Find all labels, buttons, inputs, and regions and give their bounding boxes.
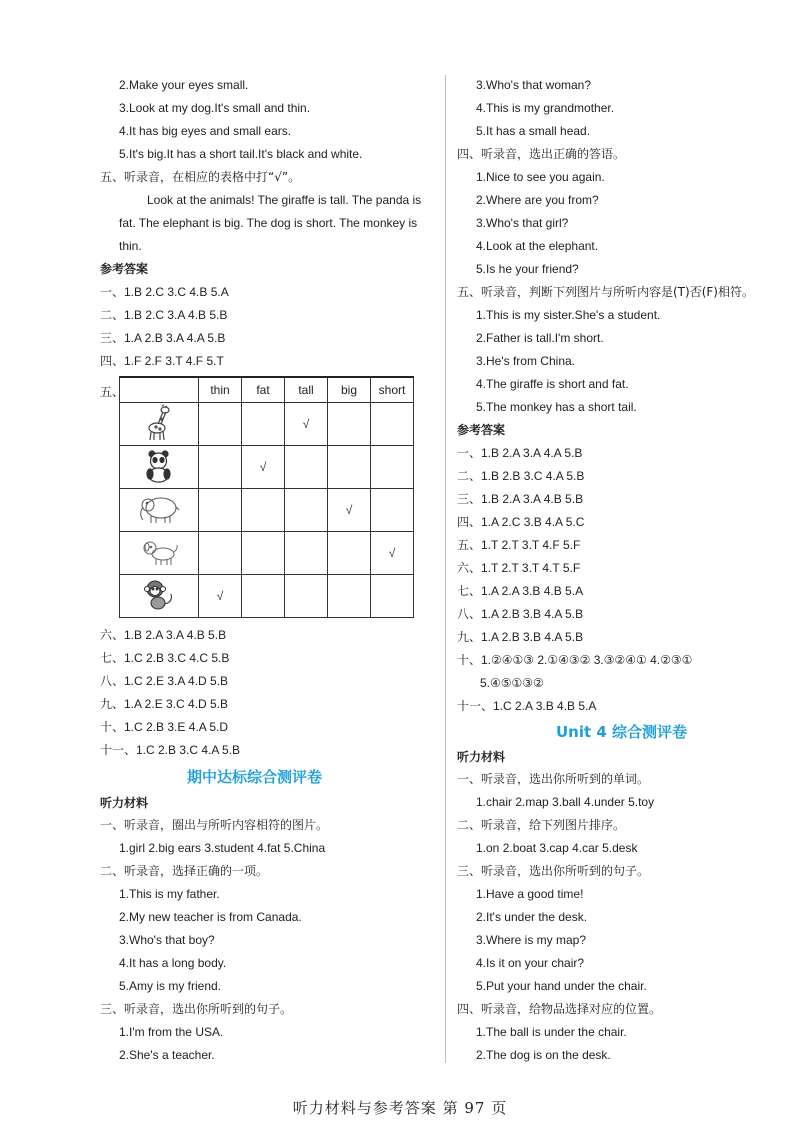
answer-row: 八、1.A 2.B 3.B 4.A 5.B [457, 607, 584, 621]
mark-cell [371, 489, 414, 532]
table-header: tall [285, 377, 328, 403]
left-line-4: 5.It's big.It has a short tail.It's black and white. [119, 147, 363, 161]
midterm-title: 期中达标综合测评卷 [187, 768, 323, 786]
mark-cell [328, 575, 371, 618]
page-footer: 听力材料与参考答案 第 97 页 [292, 1099, 508, 1117]
answer-row: 十、1.C 2.B 3.E 4.A 5.D [100, 720, 229, 734]
mark-cell [242, 575, 285, 618]
list-item: 4.It has a long body. [119, 956, 227, 970]
panda-picture [120, 446, 199, 489]
list-item: 3.Where is my map? [476, 933, 587, 947]
list-item: 3.He's from China. [476, 354, 575, 368]
answer-row: 5.④⑤①③② [480, 676, 544, 690]
question-heading: 三、听录音，选出你所听到的句子。 [100, 1002, 293, 1016]
listening-heading-left: 听力材料 [100, 796, 149, 810]
section5-title: 五、听录音，在相应的表格中打“√”。 [100, 170, 301, 184]
mark-cell [285, 446, 328, 489]
mark-cell [371, 446, 414, 489]
question-heading: 一、听录音，选出你所听到的单词。 [457, 772, 650, 786]
right-line-2: 4.This is my grandmother. [476, 101, 615, 115]
elephant-icon [137, 493, 181, 525]
right-line-1: 3.Who's that woman? [476, 78, 592, 92]
column-divider [445, 75, 446, 1063]
left-line-2: 3.Look at my dog.It's small and thin. [119, 101, 311, 115]
left-line-3: 4.It has big eyes and small ears. [119, 124, 292, 138]
table-row [120, 532, 414, 575]
list-item: 5.Is he your friend? [476, 262, 579, 276]
list-item: 5.The monkey has a short tail. [476, 400, 637, 414]
mark-cell [199, 403, 242, 446]
giraffe-picture [120, 403, 199, 446]
mark-cell [371, 575, 414, 618]
answer-row: 七、1.C 2.B 3.C 4.C 5.B [100, 651, 230, 665]
list-item: 4.The giraffe is short and fat. [476, 377, 629, 391]
list-item: 1.I'm from the USA. [119, 1025, 224, 1039]
list-item: 2.My new teacher is from Canada. [119, 910, 302, 924]
table-label: 五、 [100, 385, 125, 399]
giraffe-icon [144, 404, 174, 442]
mark-cell [199, 446, 242, 489]
animal-table [119, 376, 414, 618]
list-item: 4.Is it on your chair? [476, 956, 585, 970]
list-item: 3.Who's that girl? [476, 216, 569, 230]
listening-heading-right: 听力材料 [457, 750, 506, 764]
table-row [120, 446, 414, 489]
answer-row: 十、1.②④①③ 2.①④③② 3.③②④① 4.②③① [457, 653, 693, 667]
table-header: thin [199, 377, 242, 403]
list-item: 2.It's under the desk. [476, 910, 588, 924]
dog-picture [120, 532, 199, 575]
question-heading: 一、听录音，圈出与所听内容相符的图片。 [100, 818, 329, 832]
answer-row: 九、1.A 2.E 3.C 4.D 5.B [100, 697, 229, 711]
question-heading: 五、听录音，判断下列图片与所听内容是(T)否(F)相符。 [457, 285, 754, 299]
question-items: 1.on 2.boat 3.cap 4.car 5.desk [476, 841, 638, 855]
question-heading: 四、听录音，给物品选择对应的位置。 [457, 1002, 662, 1016]
question-heading: 二、听录音，选择正确的一项。 [100, 864, 269, 878]
mark-cell: √ [242, 446, 285, 489]
unit4-title: Unit 4 综合测评卷 [556, 723, 688, 741]
list-item: 5.Put your hand under the chair. [476, 979, 647, 993]
list-item: 2.Father is tall.I'm short. [476, 331, 604, 345]
table-row [120, 575, 414, 618]
passage-line-2: fat. The elephant is big. The dog is short. The monkey is [119, 216, 418, 230]
question-items: 1.girl 2.big ears 3.student 4.fat 5.China [119, 841, 326, 855]
table-row [120, 489, 414, 532]
list-item: 5.Amy is my friend. [119, 979, 222, 993]
mark-cell: √ [285, 403, 328, 446]
mark-cell [285, 489, 328, 532]
answer-row: 二、1.B 2.C 3.A 4.B 5.B [100, 308, 228, 322]
list-item: 2.The dog is on the desk. [476, 1048, 611, 1062]
mark-cell: √ [371, 532, 414, 575]
list-item: 2.Where are you from? [476, 193, 599, 207]
mark-cell [242, 403, 285, 446]
answer-row: 四、1.A 2.C 3.B 4.A 5.C [457, 515, 585, 529]
answer-row: 六、1.B 2.A 3.A 4.B 5.B [100, 628, 227, 642]
dog-icon [139, 537, 179, 567]
answers-heading-right: 参考答案 [457, 423, 506, 437]
mark-cell [285, 575, 328, 618]
table-header: big [328, 377, 371, 403]
passage-line-3: thin. [119, 239, 142, 253]
mark-cell [242, 532, 285, 575]
answer-row: 四、1.F 2.F 3.T 4.F 5.T [100, 354, 224, 368]
answer-row: 六、1.T 2.T 3.T 4.T 5.F [457, 561, 581, 575]
right-line-3: 5.It has a small head. [476, 124, 591, 138]
answer-row: 二、1.B 2.B 3.C 4.A 5.B [457, 469, 585, 483]
table-header: fat [242, 377, 285, 403]
answer-row: 七、1.A 2.A 3.B 4.B 5.A [457, 584, 584, 598]
answer-row: 五、1.T 2.T 3.T 4.F 5.F [457, 538, 581, 552]
table-header: short [371, 377, 414, 403]
list-item: 4.Look at the elephant. [476, 239, 599, 253]
answer-row: 八、1.C 2.E 3.A 4.D 5.B [100, 674, 229, 688]
mark-cell [199, 532, 242, 575]
mark-cell: √ [328, 489, 371, 532]
elephant-picture [120, 489, 199, 532]
list-item: 1.The ball is under the chair. [476, 1025, 627, 1039]
mark-cell [242, 489, 285, 532]
list-item: 3.Who's that boy? [119, 933, 215, 947]
mark-cell [371, 403, 414, 446]
list-item: 1.Nice to see you again. [476, 170, 605, 184]
answer-row: 九、1.A 2.B 3.B 4.A 5.B [457, 630, 584, 644]
passage-line-1: Look at the animals! The giraffe is tall. The panda is [147, 193, 422, 207]
question-heading: 四、听录音，选出正确的答语。 [457, 147, 626, 161]
answer-row: 一、1.B 2.A 3.A 4.A 5.B [457, 446, 583, 460]
question-items: 1.chair 2.map 3.ball 4.under 5.toy [476, 795, 655, 809]
answers-heading-left: 参考答案 [100, 262, 149, 276]
left-line-1: 2.Make your eyes small. [119, 78, 249, 92]
mark-cell [328, 532, 371, 575]
table-row [120, 403, 414, 446]
mark-cell [328, 403, 371, 446]
panda-icon [143, 449, 175, 483]
answer-row: 三、1.B 2.A 3.A 4.B 5.B [457, 492, 584, 506]
mark-cell [199, 489, 242, 532]
answer-row: 一、1.B 2.C 3.C 4.B 5.A [100, 285, 229, 299]
question-heading: 三、听录音，选出你所听到的句子。 [457, 864, 650, 878]
mark-cell [285, 532, 328, 575]
answer-row: 十一、1.C 2.A 3.B 4.B 5.A [457, 699, 597, 713]
answer-row: 三、1.A 2.B 3.A 4.A 5.B [100, 331, 226, 345]
mark-cell: √ [199, 575, 242, 618]
list-item: 2.She's a teacher. [119, 1048, 215, 1062]
answer-row: 十一、1.C 2.B 3.C 4.A 5.B [100, 743, 241, 757]
monkey-icon [142, 578, 176, 612]
list-item: 1.Have a good time! [476, 887, 584, 901]
table-header-blank [120, 377, 199, 403]
list-item: 1.This is my sister.She's a student. [476, 308, 661, 322]
mark-cell [328, 446, 371, 489]
list-item: 1.This is my father. [119, 887, 220, 901]
question-heading: 二、听录音，给下列图片排序。 [457, 818, 626, 832]
monkey-picture [120, 575, 199, 618]
